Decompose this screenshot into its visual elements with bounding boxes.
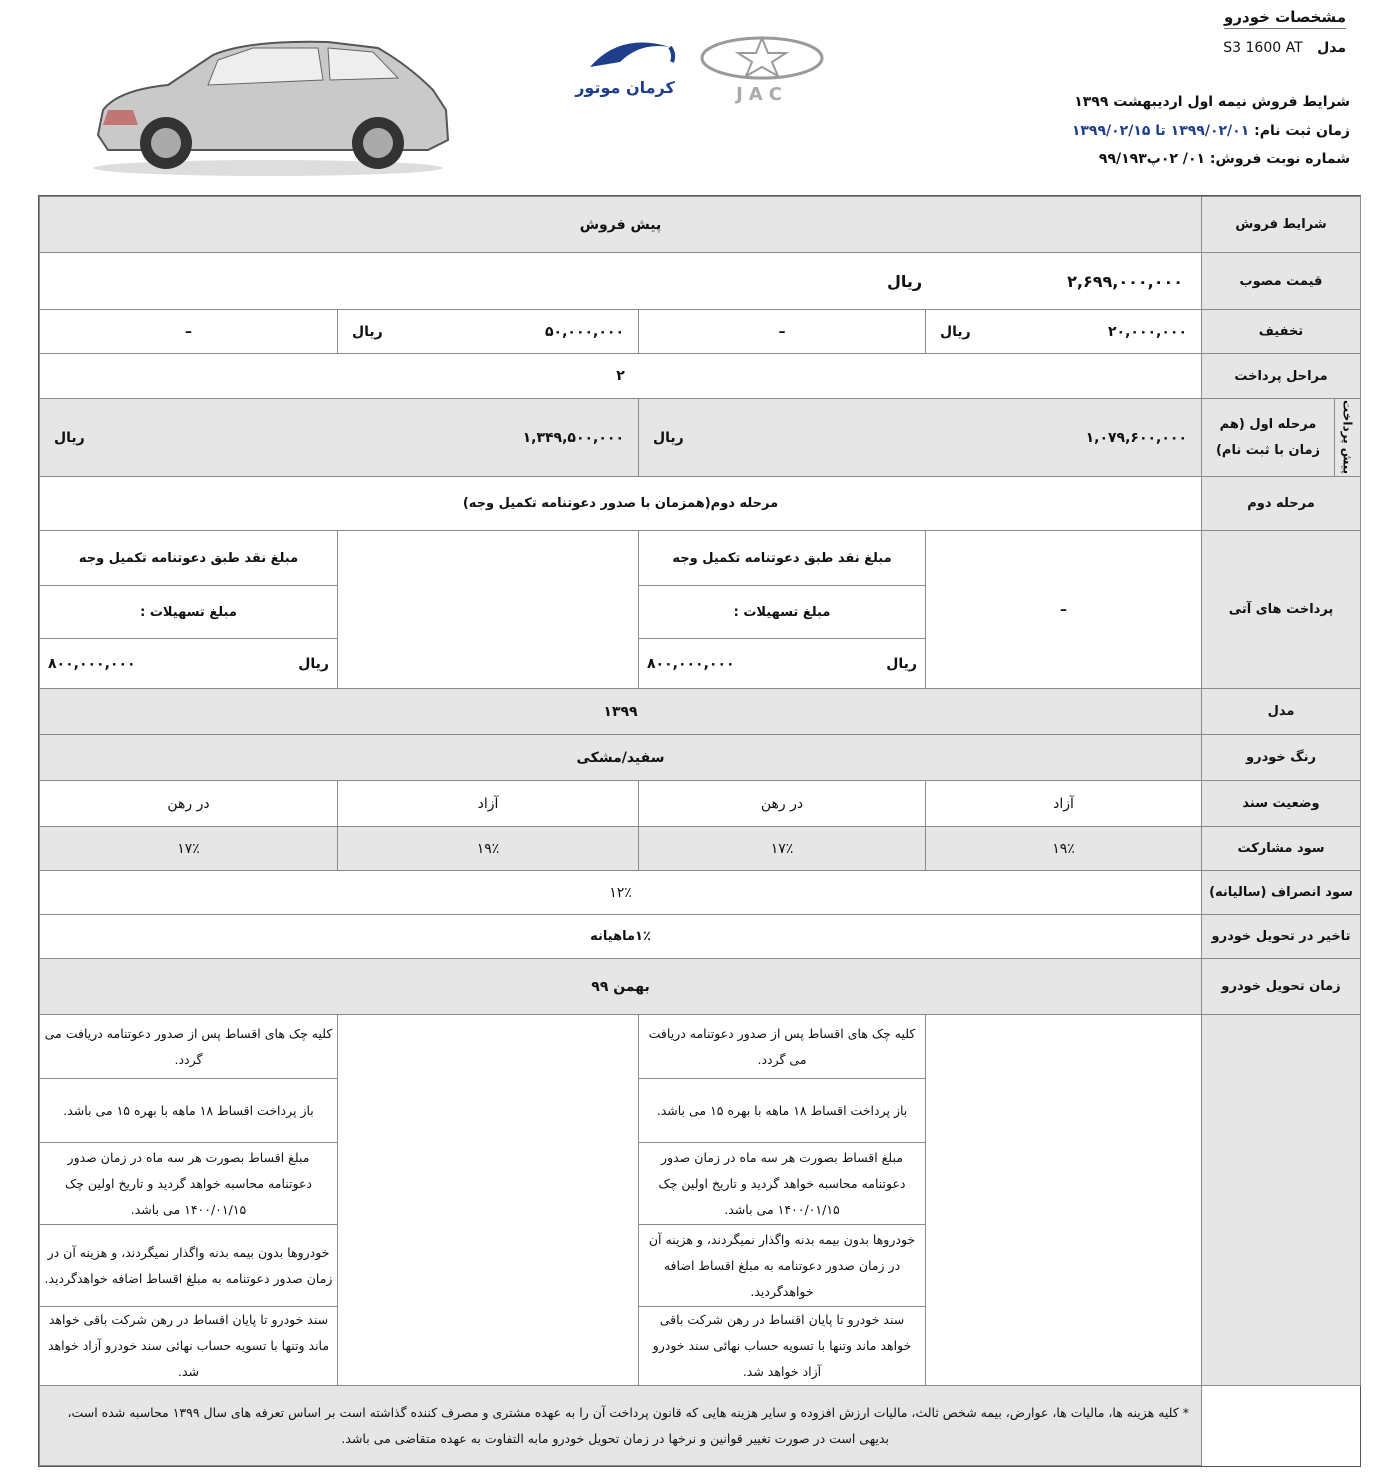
future-payments-b-invite: مبلغ نقد طبق دعوتنامه تکمیل وجه (39, 530, 338, 586)
future-payments-b-facility: مبلغ تسهیلات : (39, 585, 338, 639)
model-line (1223, 40, 1346, 56)
second-stage-value: مرحله دوم(همزمان با صدور دعوتنامه تکمیل وجه) (39, 476, 1202, 531)
discount-a-unit: ریال (940, 323, 971, 340)
future-payments-a-cash: – (925, 530, 1202, 689)
partnership-profit-c4: ۱۷٪ (39, 826, 338, 871)
notes-b-3: مبلغ اقساط بصورت هر سه ماه در زمان صدور دعوتنامه محاسبه خواهد گردید و تاریخ اولین چک ۱۴۰۰/۰۱/۱۵ می باشد. (39, 1142, 338, 1225)
discount-a-cell (925, 309, 1202, 354)
notes-a-3: مبلغ اقساط بصورت هر سه ماه در زمان صدور دعوتنامه محاسبه خواهد گردید و تاریخ اولین چک ۱۴۰۰/۰۱/۱۵ می باشد. (638, 1142, 926, 1225)
row-label-payment-stages: مراحل پرداخت (1201, 353, 1361, 399)
notes-empty-right (925, 1014, 1202, 1386)
partnership-profit-c1: ۱۹٪ (925, 826, 1202, 871)
notes-b-4: خودروها بدون بیمه بدنه واگذار نمیگردند، و هزینه آن در زمان صدور دعوتنامه به مبلغ اقساط اضافه خواهدگردید. (39, 1224, 338, 1307)
prepayment-side-label: پیش پرداخت (1334, 398, 1361, 477)
discount-b-note: – (39, 309, 338, 354)
model-value: S3 1600 AT (1223, 40, 1303, 56)
row-label-sale-conditions: شرایط فروش (1201, 196, 1361, 253)
row-label-cancellation-profit: سود انصراف (سالیانه) (1201, 870, 1361, 915)
registration-line (1072, 123, 1350, 139)
first-stage-a-amount: ۱,۰۷۹,۶۰۰,۰۰۰ (1085, 429, 1187, 446)
doc-status-c3: آزاد (337, 780, 639, 827)
doc-status-c1: آزاد (925, 780, 1202, 827)
notes-empty-middle (337, 1014, 639, 1386)
sale-number-line (1099, 151, 1350, 167)
delivery-time-value: بهمن ۹۹ (39, 958, 1202, 1015)
future-payments-a-facility: مبلغ تسهیلات : (638, 585, 926, 639)
future-payments-a-invite: مبلغ نقد طبق دعوتنامه تکمیل وجه (638, 530, 926, 586)
notes-label-empty (1201, 1014, 1361, 1386)
row-label-approved-price: قیمت مصوب (1201, 252, 1361, 310)
approved-price-amount: ۲,۶۹۹,۰۰۰,۰۰۰ (1067, 271, 1183, 291)
notes-b-1: کلیه چک های اقساط پس از صدور دعوتنامه دریافت می گردد. (39, 1014, 338, 1079)
notes-a-2: باز پرداخت اقساط ۱۸ ماهه با بهره ۱۵ می باشد. (638, 1078, 926, 1143)
notes-a-4: خودروها بدون بیمه بدنه واگذار نمیگردند، و هزینه آن در زمان صدور دعوتنامه به مبلغ اقساط اضافه خواهدگردید. (638, 1224, 926, 1307)
sale-number-value: ۰۱/ ۰۲پ۹۹/۱۹۳ (1098, 151, 1206, 167)
row-label-first-stage: مرحله اول (هم زمان با ثبت نام) (1201, 398, 1335, 477)
discount-b-cell (337, 309, 639, 354)
approved-price-unit: ریال (887, 271, 923, 291)
registration-value: ۱۳۹۹/۰۲/۰۱ تا ۱۳۹۹/۰۲/۱۵ (1071, 123, 1250, 139)
doc-status-c4: در رهن (39, 780, 338, 827)
specs-title: مشخصات خودرو (1224, 8, 1346, 29)
kerman-motor-logo (560, 32, 690, 102)
jac-logo-text: JAC (736, 84, 788, 105)
first-stage-b-cell (39, 398, 639, 477)
delivery-delay-value: ۱٪ماهیانه (39, 914, 1202, 959)
row-label-delivery-time: زمان تحویل خودرو (1201, 958, 1361, 1015)
discount-a-note: – (638, 309, 926, 354)
discount-a-amount: ۲۰,۰۰۰,۰۰۰ (1108, 323, 1187, 340)
future-payments-a-unit: ریال (886, 655, 917, 672)
sale-number-label: شماره نوبت فروش: (1209, 151, 1350, 167)
cancellation-profit-value: ۱۲٪ (39, 870, 1202, 915)
first-stage-b-amount: ۱,۳۴۹,۵۰۰,۰۰۰ (522, 429, 624, 446)
row-label-delivery-delay: تاخیر در تحویل خودرو (1201, 914, 1361, 959)
payment-stages-value: ۲ (39, 353, 1202, 399)
model-label: مدل (1317, 40, 1346, 56)
footnote (39, 1385, 1202, 1466)
notes-b-2: باز پرداخت اقساط ۱۸ ماهه با بهره ۱۵ می باشد. (39, 1078, 338, 1143)
footnote-line-2: بدیهی است در صورت تغییر قوانین و نرخها در زمان تحویل خودرو مابه التفاوت به عهده متقاضی می باشد. (341, 1430, 889, 1446)
model-year-value: ۱۳۹۹ (39, 688, 1202, 735)
partnership-profit-c2: ۱۷٪ (638, 826, 926, 871)
discount-b-unit: ریال (352, 323, 383, 340)
sale-conditions-table (38, 195, 1361, 1467)
footnote-line-1: * کلیه هزینه ها، مالیات ها، عوارض، بیمه شخص ثالث، مالیات ارزش افزوده و سایر هزینه هایی که قانون پرداخت آن را به عهده مشتری و مصرف کننده گذاشته است بر اساس تعرفه های سال ۱۳۹۹ محاسبه شده است، (67, 1404, 1189, 1420)
future-payments-a-amount: ۸۰۰,۰۰۰,۰۰۰ (647, 655, 735, 672)
future-payments-empty (337, 530, 639, 689)
row-label-future-payments: پرداخت های آتی (1201, 530, 1361, 689)
row-label-partnership-profit: سود مشارکت (1201, 826, 1361, 871)
row-label-doc-status: وضعیت سند (1201, 780, 1361, 827)
future-payments-b-amount-cell (39, 638, 338, 689)
partnership-profit-c3: ۱۹٪ (337, 826, 639, 871)
color-value: سفید/مشکی (39, 734, 1202, 781)
discount-b-amount: ۵۰,۰۰۰,۰۰۰ (545, 323, 624, 340)
sale-conditions-title: شرایط فروش نیمه اول اردیبهشت ۱۳۹۹ (1074, 94, 1350, 110)
approved-price-cell (39, 252, 1202, 310)
row-label-color: رنگ خودرو (1201, 734, 1361, 781)
registration-label: زمان ثبت نام: (1254, 123, 1350, 139)
notes-b-5: سند خودرو تا پایان اقساط در رهن شرکت باقی خواهد ماند وتنها با تسویه حساب نهائی سند خودرو آزاد خواهد شد. (39, 1306, 338, 1386)
notes-a-5: سند خودرو تا پایان اقساط در رهن شرکت باقی خواهد ماند وتنها با تسویه حساب نهائی سند خودرو آزاد خواهد شد. (638, 1306, 926, 1386)
jac-logo (698, 36, 826, 105)
first-stage-a-unit: ریال (653, 429, 684, 446)
doc-status-c2: در رهن (638, 780, 926, 827)
future-payments-b-unit: ریال (298, 655, 329, 672)
future-payments-b-amount: ۸۰۰,۰۰۰,۰۰۰ (48, 655, 136, 672)
row-label-second-stage: مرحله دوم (1201, 476, 1361, 531)
row-label-discount: تخفیف (1201, 309, 1361, 354)
future-payments-a-amount-cell (638, 638, 926, 689)
first-stage-b-unit: ریال (54, 429, 85, 446)
car-image (78, 30, 458, 180)
first-stage-a-cell (638, 398, 1202, 477)
notes-a-1: کلیه چک های اقساط پس از صدور دعوتنامه دریافت می گردد. (638, 1014, 926, 1079)
sale-conditions-value: پیش فروش (39, 196, 1202, 253)
row-label-model: مدل (1201, 688, 1361, 735)
kerman-motor-logo-text: کرمان موتور (575, 78, 675, 97)
